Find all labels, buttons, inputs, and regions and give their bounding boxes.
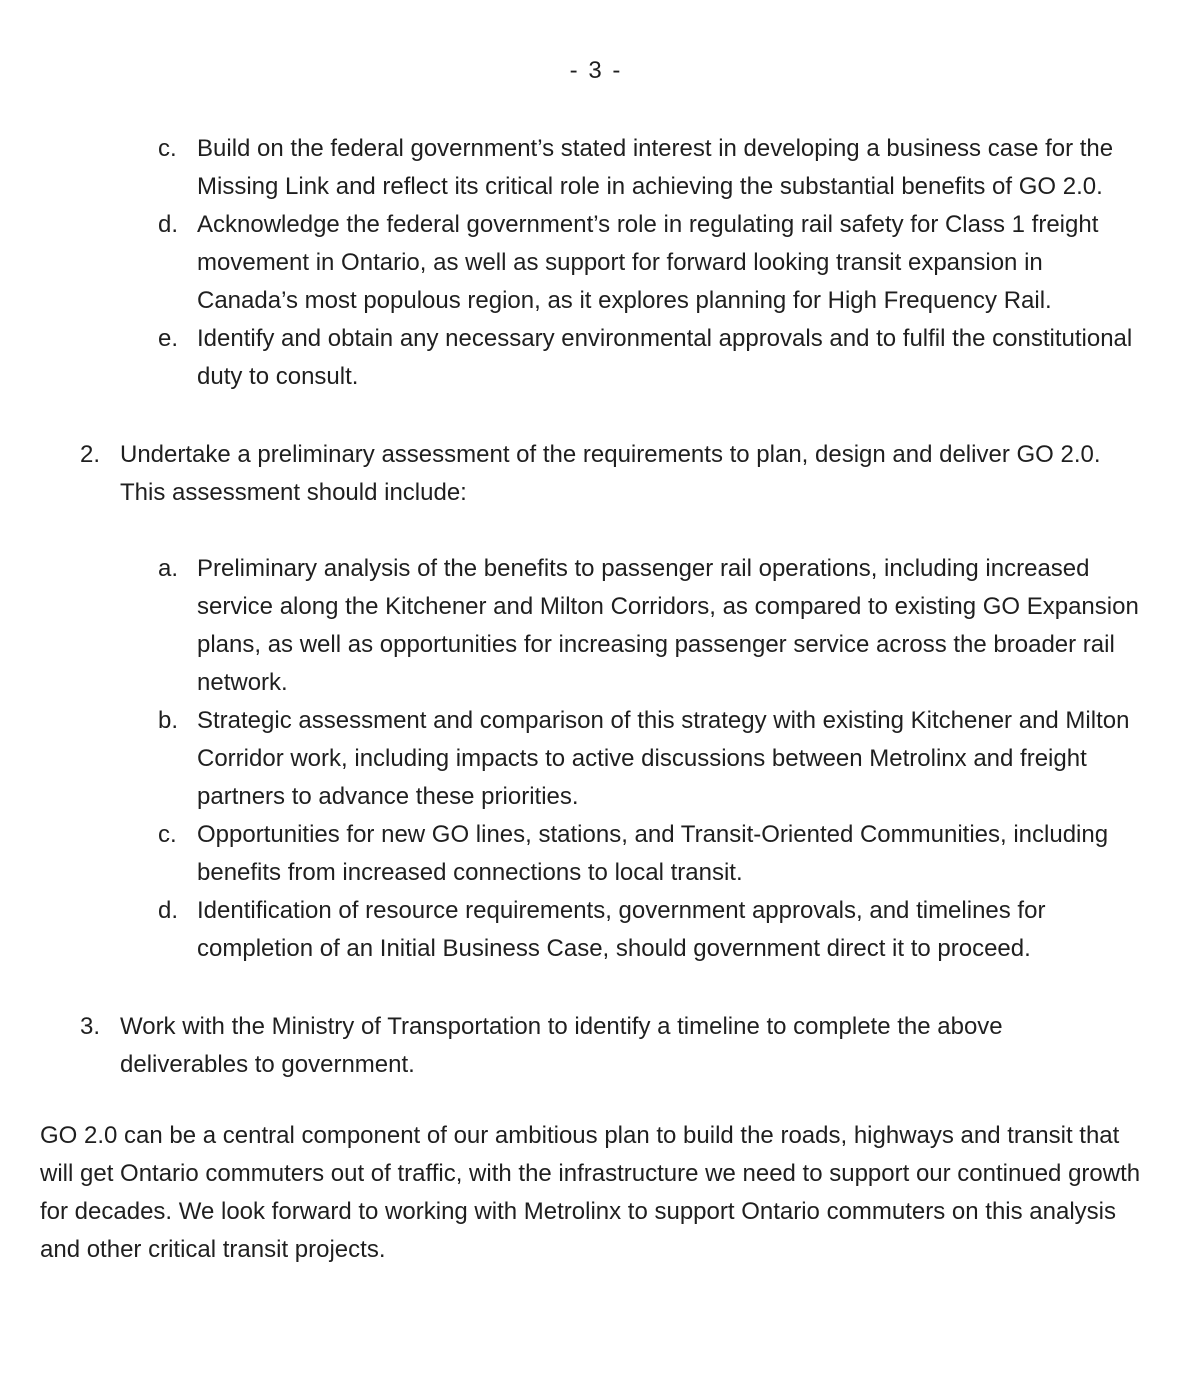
numbered-item-3 bbox=[80, 1008, 1152, 1084]
list-item bbox=[158, 702, 1152, 816]
list-item-text: Identification of resource requirements, government approvals, and timelines for completion of an Initial Business Case, should government direct it to proceed. bbox=[197, 897, 1046, 962]
list-item-text: Preliminary analysis of the benefits to passenger rail operations, including increased service along the Kitchener and Milton Corridors, as compared to existing GO Expansion plans, as well as opportunities for increasing passenger service across the broader rail network. bbox=[197, 555, 1139, 696]
list-item bbox=[158, 130, 1152, 206]
list-item-text: Acknowledge the federal government’s role in regulating rail safety for Class 1 freight movement in Ontario, as well as support for forward looking transit expansion in Canada’s most populous region, as it explores planning for High Frequency Rail. bbox=[197, 211, 1099, 314]
list-item-text: Opportunities for new GO lines, stations, and Transit-Oriented Communities, including benefits from increased connections to local transit. bbox=[197, 821, 1109, 886]
list-item-marker: c. bbox=[158, 821, 177, 848]
list-item-marker: b. bbox=[158, 707, 179, 734]
list-item-marker: c. bbox=[158, 135, 177, 162]
list-item bbox=[158, 892, 1152, 968]
list-item-marker: d. bbox=[158, 897, 179, 924]
list-item-marker: e. bbox=[158, 325, 179, 352]
list-item-marker: a. bbox=[158, 555, 179, 582]
numbered-item-2 bbox=[80, 436, 1152, 512]
list-item-text: Strategic assessment and comparison of this strategy with existing Kitchener and Milton Corridor work, including impacts to active discussions between Metrolinx and freight partners to advance these priorities. bbox=[197, 707, 1130, 810]
list-item-text: Build on the federal government’s stated interest in developing a business case for the Missing Link and reflect its critical role in achieving the substantial benefits of GO 2.0. bbox=[197, 135, 1114, 200]
list-item bbox=[158, 206, 1152, 320]
list-item-text: Identify and obtain any necessary environmental approvals and to fulfil the constitutional duty to consult. bbox=[197, 325, 1133, 390]
list-item-marker: 3. bbox=[80, 1013, 101, 1040]
list-item-text: Work with the Ministry of Transportation to identify a timeline to complete the above deliverables to government. bbox=[120, 1013, 1003, 1078]
list-item-text: Undertake a preliminary assessment of the requirements to plan, design and deliver GO 2.0. This assessment should include: bbox=[120, 441, 1101, 506]
list-item bbox=[158, 320, 1152, 396]
page-number: - 3 - bbox=[569, 57, 623, 84]
lettered-list-top bbox=[40, 130, 1152, 396]
closing-paragraph: GO 2.0 can be a central component of our ambitious plan to build the roads, highways and transit that will get Ontario commuters out of traffic, with the infrastructure we need to support our continued growth for decades. We look forward to working with Metrolinx to support Ontario commuters on this analysis and other critical transit projects. bbox=[40, 1122, 1141, 1263]
list-item bbox=[158, 550, 1152, 702]
list-item bbox=[158, 816, 1152, 892]
lettered-list-assessment bbox=[40, 550, 1152, 968]
list-item-marker: d. bbox=[158, 211, 179, 238]
list-item-marker: 2. bbox=[80, 441, 101, 468]
